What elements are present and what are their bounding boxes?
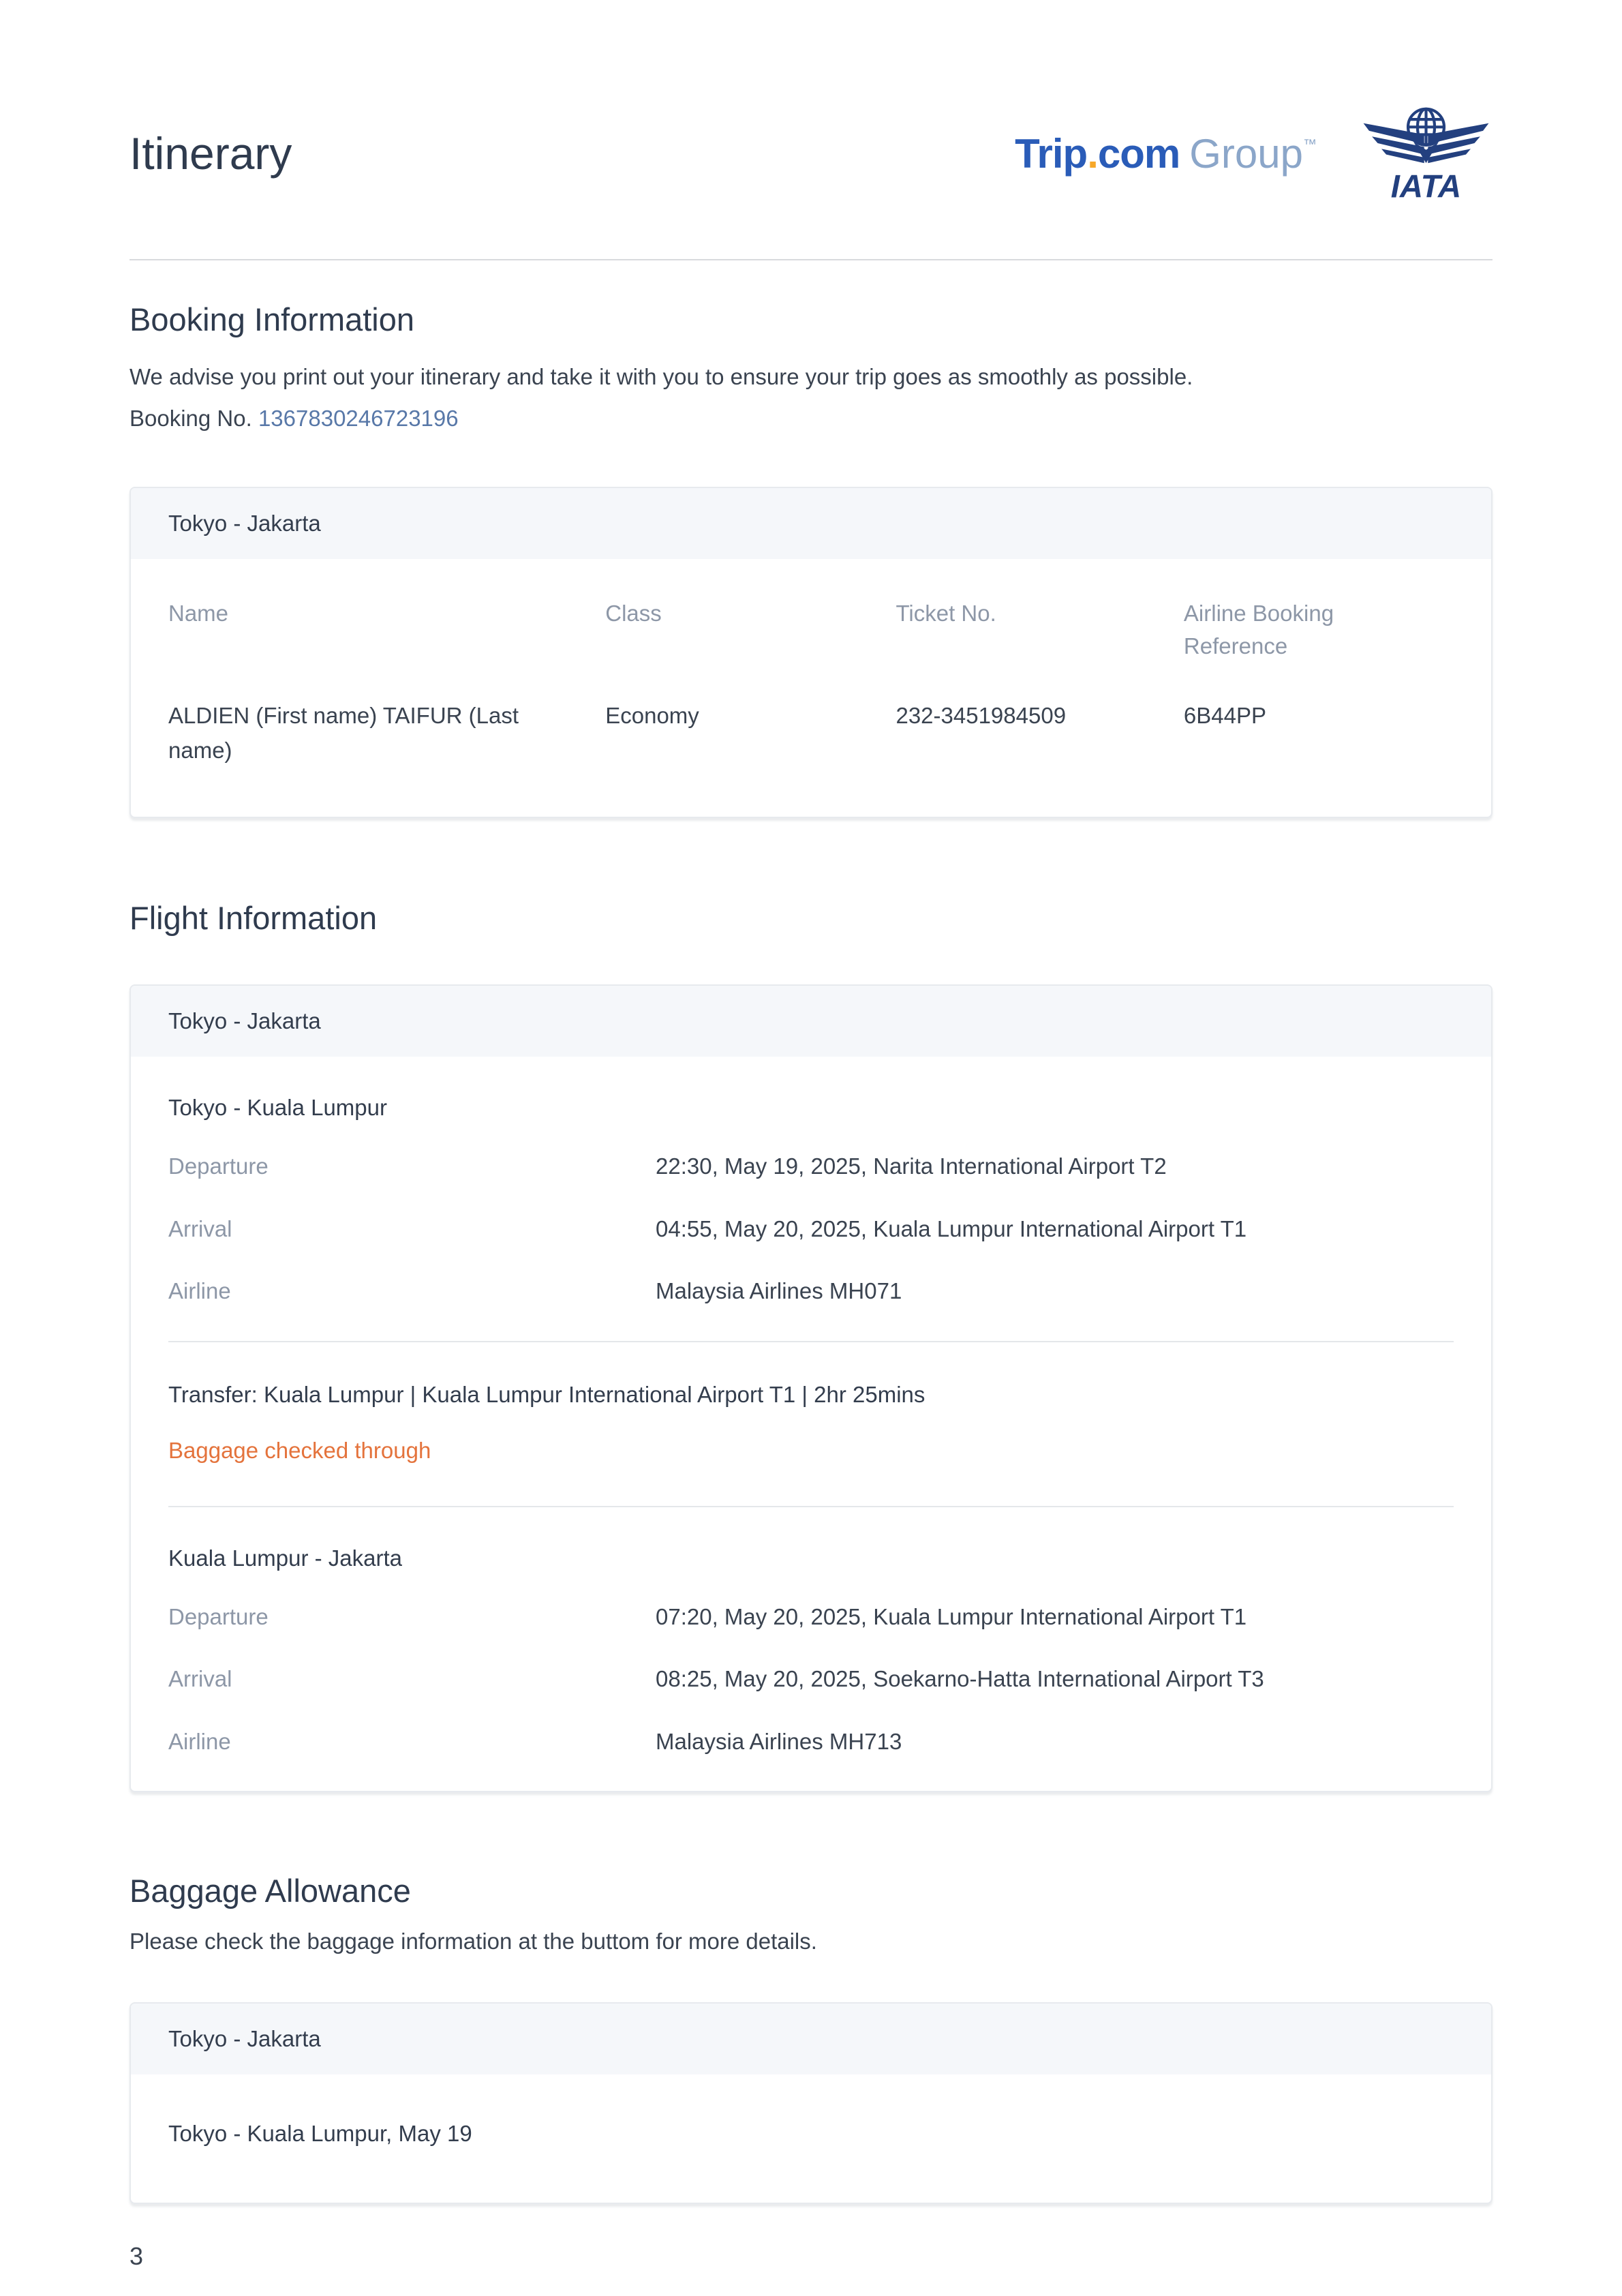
page-header [129, 0, 1493, 205]
transfer-text: Transfer: Kuala Lumpur | Kuala Lumpur International Airport T1 | 2hr 25mins [168, 1381, 925, 1407]
tripcom-logo-group: Group [1189, 130, 1303, 177]
flight-card-header: Tokyo - Jakarta [131, 986, 1491, 1057]
baggage-note: Please check the baggage information at the buttom for more details. [129, 1929, 817, 1954]
tripcom-logo-com: com [1097, 130, 1180, 177]
column-header-ticket-no: Ticket No. [896, 601, 996, 626]
segment-1-departure-row [168, 1149, 1454, 1183]
arrival-value: 08:25, May 20, 2025, Soekarno-Hatta International Airport T3 [656, 1666, 1264, 1692]
segment-2-route: Kuala Lumpur - Jakarta [168, 1545, 403, 1571]
passenger-class: Economy [605, 702, 699, 728]
page-title: Itinerary [129, 128, 292, 179]
airline-label: Airline [168, 1728, 231, 1754]
booking-information-section [129, 301, 1493, 818]
baggage-allowance-heading: Baggage Allowance [129, 1873, 411, 1909]
booking-information-heading: Booking Information [129, 301, 415, 337]
page-number: 3 [129, 2242, 144, 2271]
booking-card-header: Tokyo - Jakarta [131, 488, 1491, 559]
departure-value: 07:20, May 20, 2025, Kuala Lumpur International Airport T1 [656, 1603, 1247, 1629]
trademark-symbol: ™ [1303, 136, 1316, 152]
tripcom-group-logo [1015, 130, 1316, 177]
iata-logo [1360, 102, 1493, 205]
departure-label: Departure [168, 1153, 269, 1179]
baggage-card-body [131, 2074, 1491, 2203]
segment-1-airline-row [168, 1274, 1454, 1308]
ticket-number: 232-3451984509 [896, 702, 1067, 728]
arrival-label: Arrival [168, 1666, 232, 1692]
departure-label: Departure [168, 1603, 269, 1629]
baggage-route-row: Tokyo - Kuala Lumpur, May 19 [168, 2121, 472, 2147]
airline-value: Malaysia Airlines MH071 [656, 1278, 902, 1304]
iata-logo-text: IATA [1390, 168, 1462, 201]
arrival-value: 04:55, May 20, 2025, Kuala Lumpur International Airport T1 [656, 1215, 1247, 1241]
segment-2-arrival-row [168, 1662, 1454, 1696]
baggage-allowance-section [129, 1873, 1493, 2204]
baggage-route-card [129, 2002, 1493, 2204]
logos [1015, 102, 1493, 205]
tripcom-logo-dot: . [1087, 130, 1098, 177]
flight-route-card [129, 984, 1493, 1792]
segment-2-airline-row [168, 1725, 1454, 1759]
segment-2-departure-row [168, 1600, 1454, 1634]
column-header-class: Class [605, 601, 662, 626]
booking-number-link[interactable]: 1367830246723196 [258, 406, 459, 432]
passenger-table-row [168, 698, 1454, 817]
booking-card-body [131, 559, 1491, 817]
segment-1-route: Tokyo - Kuala Lumpur [168, 1095, 387, 1121]
booking-advice-text: We advise you print out your itinerary and take it with you to ensure your trip goes as smoothly as possible. [129, 364, 1193, 390]
airline-value: Malaysia Airlines MH713 [656, 1728, 902, 1754]
segment-1-arrival-row [168, 1212, 1454, 1246]
flight-information-section [129, 900, 1493, 1792]
booking-number-label: Booking No. [129, 406, 252, 432]
passenger-name: ALDIEN (First name) TAIFUR (Last name) [168, 702, 519, 763]
airline-label: Airline [168, 1278, 231, 1304]
booking-route-card [129, 487, 1493, 818]
arrival-label: Arrival [168, 1215, 232, 1241]
baggage-card-header: Tokyo - Jakarta [131, 2004, 1491, 2074]
tripcom-logo-trip: Trip [1015, 130, 1088, 177]
baggage-checked-through-note: Baggage checked through [168, 1437, 431, 1463]
flight-card-body [131, 1057, 1491, 1791]
flight-information-heading: Flight Information [129, 900, 378, 937]
transfer-info [168, 1342, 1454, 1506]
departure-value: 22:30, May 19, 2025, Narita International Airport T2 [656, 1153, 1167, 1179]
airline-booking-reference: 6B44PP [1183, 702, 1267, 728]
flight-segment-2 [168, 1507, 1454, 1792]
passenger-table-header-row [168, 559, 1454, 663]
header-divider [129, 259, 1493, 260]
column-header-name: Name [168, 601, 229, 626]
column-header-airline-booking-reference: Airline Booking Reference [1183, 601, 1334, 659]
flight-segment-1 [168, 1057, 1454, 1341]
booking-advice [129, 356, 1493, 439]
